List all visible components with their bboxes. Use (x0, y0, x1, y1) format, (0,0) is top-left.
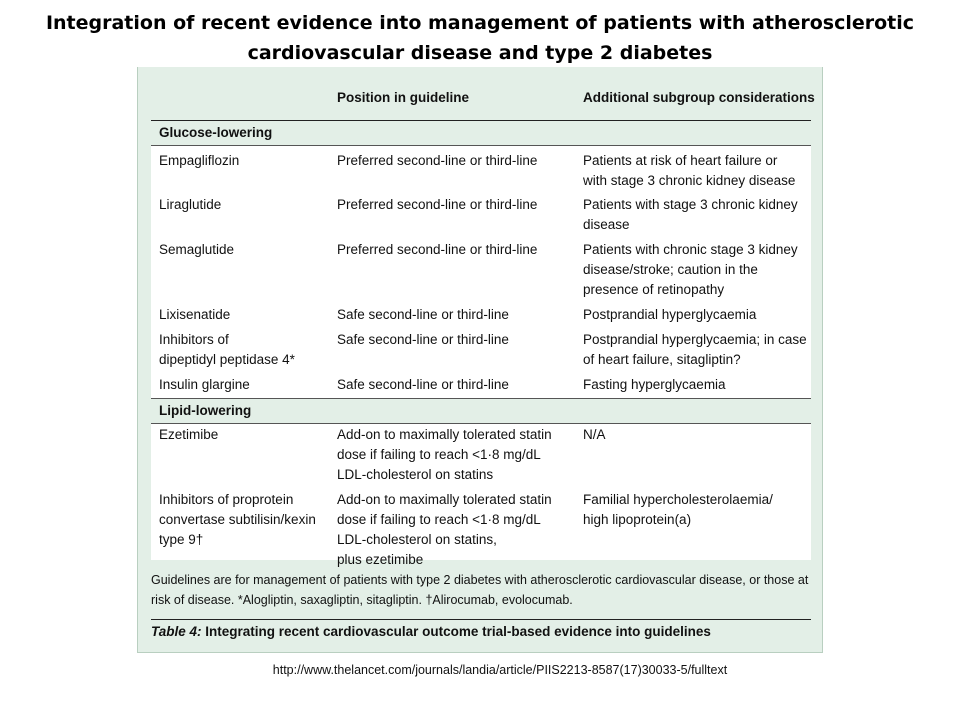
section-header-lipid (151, 399, 811, 423)
section-rule (151, 423, 811, 424)
caption-text: Integrating recent cardiovascular outcome trial-based evidence into guidelines (201, 624, 711, 639)
guideline-table (151, 80, 815, 567)
drug-name: Liraglutide (159, 197, 222, 212)
subgroup-considerations: Patients with chronic stage 3 kidney disease/stroke; caution in the presence of retinopathy (583, 242, 798, 297)
section-rule (151, 145, 811, 146)
guideline-position: Safe second-line or third-line (337, 307, 509, 322)
drug-name: Lixisenatide (159, 307, 231, 322)
column-header-considerations: Additional subgroup considerations (583, 90, 815, 105)
drug-name: Inhibitors of dipeptidyl peptidase 4* (159, 332, 295, 367)
subgroup-considerations: Postprandial hyperglycaemia; in case of heart failure, sitagliptin? (583, 332, 807, 367)
guideline-position: Preferred second-line or third-line (337, 153, 538, 168)
guideline-position: Preferred second-line or third-line (337, 197, 538, 212)
caption-label: Table 4: (151, 624, 202, 639)
subgroup-considerations: Familial hypercholesterolaemia/ high lipoprotein(a) (583, 492, 773, 527)
table-caption (151, 624, 815, 639)
column-header-position: Position in guideline (337, 90, 470, 105)
subgroup-considerations: Postprandial hyperglycaemia (583, 307, 757, 322)
drug-name: Semaglutide (159, 242, 235, 257)
guideline-position: Safe second-line or third-line (337, 377, 509, 392)
drug-name: Insulin glargine (159, 377, 250, 392)
drug-name: Ezetimibe (159, 427, 219, 442)
guideline-position: Add-on to maximally tolerated statin dose if failing to reach <1·8 mg/dL LDL-cholesterol on statins, plus ezetimibe (337, 492, 552, 567)
section-label: Glucose-lowering (159, 125, 273, 140)
drug-name: Empagliflozin (159, 153, 240, 168)
table-header-row (151, 80, 815, 120)
slide-title (40, 8, 920, 68)
guideline-position: Add-on to maximally tolerated statin dose if failing to reach <1·8 mg/dL LDL-cholesterol on statins (337, 427, 552, 482)
table-figure (137, 67, 823, 653)
guideline-position: Preferred second-line or third-line (337, 242, 538, 257)
subgroup-considerations: N/A (583, 427, 606, 442)
subgroup-considerations: Patients with stage 3 chronic kidney disease (583, 197, 798, 232)
drug-name: Inhibitors of proprotein convertase subtilisin/kexin type 9† (159, 492, 316, 547)
slide-title-line-1: Integration of recent evidence into management of patients with atherosclerotic (45, 12, 915, 34)
section-header-glucose (151, 121, 811, 145)
table-footnote: Guidelines are for management of patients with type 2 diabetes with atherosclerotic cardiovascular disease, or those at risk of disease. *Alogliptin, saxagliptin, sitagliptin. †Alirocumab, evolocumab. (151, 573, 809, 607)
subgroup-considerations: Patients at risk of heart failure or with stage 3 chronic kidney disease (583, 153, 796, 188)
source-url: http://www.thelancet.com/journals/landia/article/PIIS2213-8587(17)30033-5/fulltext (272, 663, 728, 677)
caption-rule (151, 619, 811, 620)
subgroup-considerations: Fasting hyperglycaemia (583, 377, 726, 392)
section-label: Lipid-lowering (159, 403, 252, 418)
slide-title-line-2: cardiovascular disease and type 2 diabetes (247, 42, 713, 64)
guideline-position: Safe second-line or third-line (337, 332, 509, 347)
